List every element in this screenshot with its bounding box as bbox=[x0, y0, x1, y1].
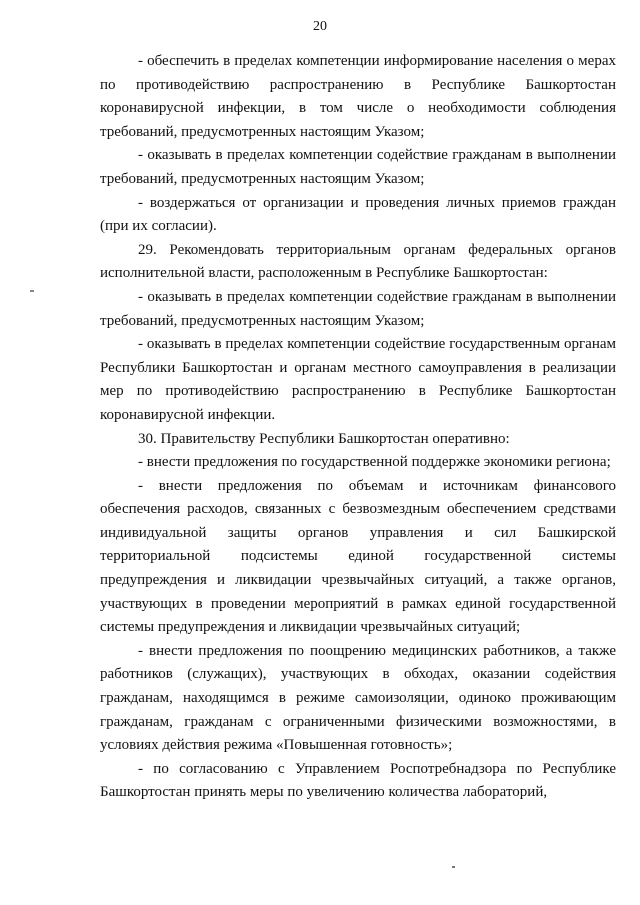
paragraph-section-30: 30. Правительству Республики Башкортостан оперативно: bbox=[138, 430, 510, 447]
paragraph-section-29: 29. Рекомендовать территориальным органам федеральных органов исполнительной власти, расположенным в Республике Башкортостан: bbox=[100, 241, 616, 282]
document-body bbox=[100, 50, 616, 805]
page-number: 20 bbox=[313, 19, 327, 34]
scan-speck bbox=[452, 866, 455, 868]
paragraph-assist-citizens: - оказывать в пределах компетенции содействие гражданам в выполнении требований, предусмотренных настоящим Указом; bbox=[100, 147, 616, 187]
paragraph-30-economy-support: - внести предложения по государственной поддержке экономики региона; bbox=[138, 454, 611, 471]
paragraph-30-funding-proposals: - внести предложения по объемам и источникам финансового обеспечения расходов, связанных с безвозмездным обеспечением средствами индивидуальной защиты органов управления и сил Башкирской территориальной подсистемы единой государственной системы предупреждения и ликвидации чрезвычайных ситуаций, а также органов, участвующих в проведении мероприятий в рамках единой государственной системы предупреждения и ликвидации чрезвычайных ситуаций; bbox=[100, 477, 616, 636]
margin-mark bbox=[30, 290, 34, 292]
paragraph-inform-population: - обеспечить в пределах компетенции информирование населения о мерах по противодействию распространению в Республике Башкортостан коронавирусной инфекции, в том числе о необходимости соблюдения требований, предусмотренных настоящим Указом; bbox=[100, 53, 616, 140]
paragraph-refrain-receptions: - воздержаться от организации и проведения личных приемов граждан (при их согласии). bbox=[100, 194, 616, 235]
paragraph-30-laboratories: - по согласованию с Управлением Роспотребнадзора по Республике Башкортостан принять меры по увеличению количества лабораторий, bbox=[100, 760, 616, 801]
paragraph-29-assist-authorities: - оказывать в пределах компетенции содействие государственным органам Республики Башкортостан и органам местного самоуправления в реализации мер по противодействию распространению в Республике Башкортостан коронавирусной инфекции. bbox=[100, 336, 616, 423]
paragraph-30-medical-incentives: - внести предложения по поощрению медицинских работников, а также работников (служащих), участвующих в обходах, оказании содействия гражданам, находящимся в режиме самоизоляции, одиноко проживающим гражданам, гражданам с ограниченными физическими возможностями, в условиях действия режима «Повышенная готовность»; bbox=[100, 642, 616, 754]
paragraph-29-assist-citizens: - оказывать в пределах компетенции содействие гражданам в выполнении требований, предусмотренных настоящим Указом; bbox=[100, 288, 616, 329]
